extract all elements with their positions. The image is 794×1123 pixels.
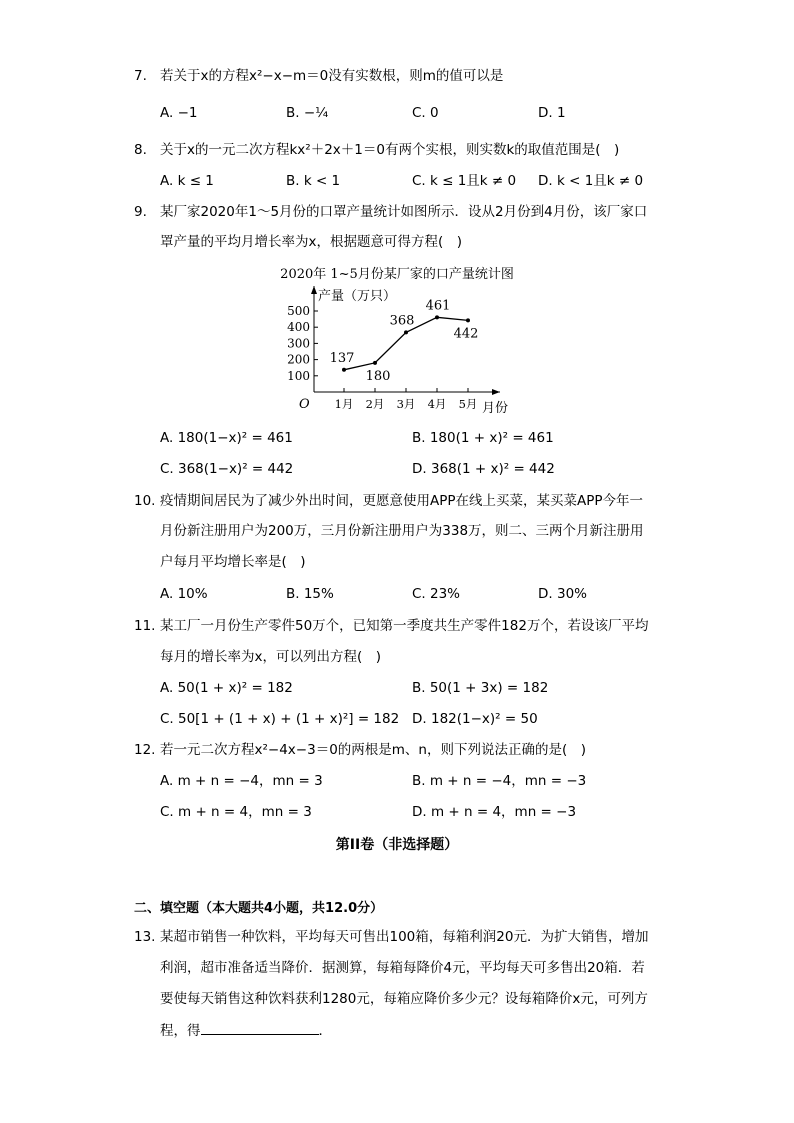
data-label: 137: [329, 350, 355, 366]
option-b[interactable]: B. 180(1 + x)² = 461: [412, 430, 554, 446]
option-b[interactable]: B. −¼: [286, 105, 329, 121]
question-number: 9.: [134, 204, 147, 220]
question-text-end: ．: [318, 1023, 332, 1039]
question-number: 12.: [134, 742, 156, 758]
question-text: 某厂家2020年1～5月份的口罩产量统计如图所示．设从2月份到4月份，该厂家口: [160, 204, 648, 220]
option-a[interactable]: A. m + n = −4，mn = 3: [160, 773, 323, 789]
data-point: [466, 318, 470, 322]
option-d[interactable]: D. 368(1 + x)² = 442: [412, 461, 555, 477]
data-label: 368: [389, 313, 415, 329]
answer-blank[interactable]: [201, 1020, 319, 1035]
question-12-stem: [134, 740, 586, 760]
section-title: 第II卷（非选择题）: [335, 837, 459, 853]
y-tick-label: 200: [287, 352, 310, 367]
data-point: [373, 361, 377, 365]
question-text: 某工厂一月份生产零件50万个，已知第一季度共生产零件182万个，若设该厂平均: [160, 618, 649, 634]
question-number: 11.: [134, 618, 156, 634]
option-c[interactable]: C. 368(1−x)² = 442: [160, 461, 294, 477]
option-b[interactable]: B. m + n = −4，mn = −3: [412, 773, 587, 789]
question-text: 关于x的一元二次方程kx²＋2x＋1＝0有两个实根，则实数k的取值范围是( ): [160, 142, 620, 158]
data-point: [342, 368, 346, 372]
question-13-line4: [160, 1020, 332, 1041]
question-8-stem: [134, 140, 619, 160]
data-point: [435, 315, 439, 319]
data-label: 442: [453, 326, 479, 342]
option-c[interactable]: C. m + n = 4，mn = 3: [160, 804, 312, 820]
option-b[interactable]: B. 50(1 + 3x) = 182: [412, 680, 549, 696]
y-tick-label: 500: [287, 304, 310, 318]
x-tick-label: 1月: [334, 397, 354, 411]
option-d[interactable]: D. m + n = 4，mn = −3: [412, 804, 577, 820]
question-number: 10.: [134, 493, 156, 509]
y-axis-label: 产量（万只）: [318, 289, 397, 304]
question-9-stem-line1: [134, 202, 647, 222]
option-a[interactable]: A. k ≤ 1: [160, 173, 214, 189]
question-text: 疫情期间居民为了减少外出时间，更愿意使用APP在线上买菜，某买菜APP今年一: [160, 493, 644, 509]
option-d[interactable]: D. k < 1且k ≠ 0: [538, 173, 644, 189]
question-13-line2: 利润，超市准备适当降价．据测算，每箱每降价4元，平均每天可多售出20箱．若: [160, 960, 645, 976]
data-label: 180: [365, 368, 391, 384]
question-13-line1: [134, 927, 648, 947]
data-label: 461: [425, 298, 451, 314]
question-number: 7.: [134, 68, 147, 84]
question-number: 13.: [134, 929, 156, 945]
x-tick-label: 2月: [365, 397, 385, 411]
option-c[interactable]: C. k ≤ 1且k ≠ 0: [412, 173, 517, 189]
question-10-stem-line3: 户每月平均增长率是( ): [160, 554, 306, 570]
data-point: [404, 330, 408, 334]
question-10-stem-line1: [134, 491, 643, 511]
question-11-stem-line1: [134, 616, 648, 636]
option-d[interactable]: D. 182(1−x)² = 50: [412, 711, 538, 727]
question-text: 程，得: [160, 1023, 201, 1039]
option-a[interactable]: A. 180(1−x)² = 461: [160, 430, 293, 446]
x-axis-label: 月份: [482, 401, 509, 416]
option-c[interactable]: C. 50[1 + (1 + x) + (1 + x)²] = 182: [160, 711, 400, 727]
y-axis-arrow: [311, 286, 317, 294]
option-a[interactable]: A. −1: [160, 105, 198, 121]
option-b[interactable]: B. k < 1: [286, 173, 341, 189]
production-line-chart: [0, 282, 794, 422]
option-b[interactable]: B. 15%: [286, 586, 334, 602]
chart-title: 2020年 1~5月份某厂家的口产量统计图: [280, 267, 514, 282]
question-10-stem-line2: 月份新注册用户为200万，三月份新注册用户为338万，则二、三两个月新注册用: [160, 523, 644, 539]
question-13-line3: 要使每天销售这种饮料获利1280元，每箱应降价多少元？设每箱降价x元，可列方: [160, 991, 648, 1007]
x-tick-label: 5月: [458, 397, 478, 411]
option-d[interactable]: D. 30%: [538, 586, 587, 602]
question-text: 若关于x的方程x²−x−m＝0没有实数根，则m的值可以是: [160, 68, 504, 84]
question-11-stem-line2: 每月的增长率为x，可以列出方程( ): [160, 649, 382, 665]
question-text: 某超市销售一种饮料，平均每天可售出100箱，每箱利润20元．为扩大销售，增加: [160, 929, 649, 945]
option-c[interactable]: C. 23%: [412, 586, 461, 602]
option-c[interactable]: C. 0: [412, 105, 439, 121]
option-a[interactable]: A. 50(1 + x)² = 182: [160, 680, 293, 696]
option-a[interactable]: A. 10%: [160, 586, 208, 602]
x-tick-label: 3月: [396, 397, 416, 411]
question-7-stem: [134, 66, 503, 86]
question-number: 8.: [134, 142, 147, 158]
y-tick-label: 300: [287, 336, 310, 351]
origin-label: O: [299, 397, 310, 412]
y-tick-label: 400: [287, 320, 310, 335]
part-title: 二、填空题（本大题共4小题，共12.0分）: [134, 901, 384, 916]
x-tick-label: 4月: [427, 397, 447, 411]
question-text: 若一元二次方程x²−4x−3＝0的两根是m、n，则下列说法正确的是( ): [160, 742, 587, 758]
x-axis-arrow: [492, 389, 500, 395]
question-9-stem-line2: 罩产量的平均月增长率为x，根据题意可得方程( ): [160, 234, 463, 250]
option-d[interactable]: D. 1: [538, 105, 566, 121]
y-tick-label: 100: [287, 368, 310, 383]
